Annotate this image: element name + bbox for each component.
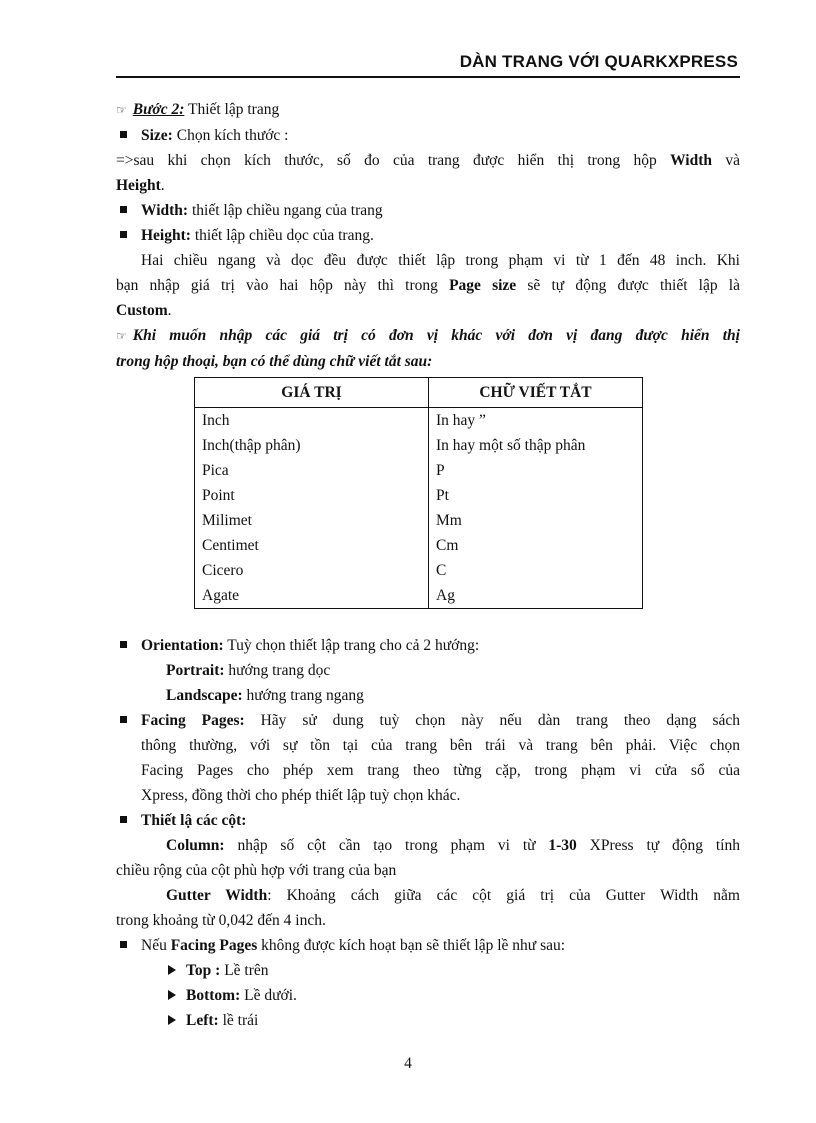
square-bullet-icon [120, 716, 127, 723]
table-header-row [195, 378, 643, 408]
column-line-1 [116, 833, 740, 858]
page-number: 4 [404, 1055, 412, 1072]
column-text-1a: nhập số cột cần tạo trong phạm vi từ [224, 837, 549, 854]
step-label: Bước 2: [132, 101, 185, 118]
landscape-label: Landscape: [166, 687, 243, 704]
size-label: Size: [141, 127, 173, 144]
top-label: Top : [186, 962, 221, 979]
range-line-3 [116, 298, 740, 323]
column-line-2 [116, 858, 740, 883]
columns-item [116, 808, 740, 833]
size-note-text: =>sau khi chọn kích thước, số đo của trang được hiển thị trong hộp [116, 152, 671, 169]
table-cell: Pica [195, 458, 429, 483]
note-text-2: trong hộp thoại, bạn có thể dùng chữ viết tắt sau: [116, 353, 433, 370]
orientation-text: Tuỳ chọn thiết lập trang cho cả 2 hướng: [223, 637, 480, 654]
table-cell: In hay một số thập phân [429, 433, 643, 458]
bottom-label: Bottom: [186, 987, 241, 1004]
square-bullet-icon [120, 941, 127, 948]
gutter-text-2: trong khoảng từ 0,042 đến 4 inch. [116, 912, 326, 929]
table-cell: Inch(thập phân) [195, 433, 429, 458]
range-line-1 [116, 248, 740, 273]
left-text: lề trái [218, 1012, 259, 1029]
table-cell: Pt [429, 483, 643, 508]
table-cell: Cicero [195, 558, 429, 583]
size-note-line-2 [116, 173, 740, 198]
table-row [195, 558, 643, 583]
note-line-1 [116, 323, 740, 349]
landscape-text: hướng trang ngang [242, 687, 364, 704]
note-text-1: Khi muốn nhập các giá trị có đơn vị khác với đơn vị đang được hiển thị [132, 327, 740, 344]
table-row [195, 433, 643, 458]
range-text-2a: bạn nhập giá trị vào hai hộp này thì trong [116, 277, 450, 294]
note-line-2 [116, 349, 740, 374]
units-table [194, 377, 643, 609]
table-header-cell: CHỮ VIẾT TẮT [429, 378, 643, 408]
facing-item [116, 708, 740, 733]
square-bullet-icon [120, 231, 127, 238]
header-title: DÀN TRANG VỚI QUARKXPRESS [459, 52, 738, 71]
left-label: Left: [186, 1012, 219, 1029]
nonfacing-label: Facing Pages [170, 937, 258, 954]
size-note-and: và [712, 152, 740, 169]
range-custom: Custom [116, 302, 168, 319]
margin-top-item [116, 958, 740, 983]
nonfacing-text-b: không được kích hoạt bạn sẽ thiết lập lề như sau: [257, 937, 566, 954]
pointing-hand-icon: ☞ [116, 103, 127, 117]
column-text-2: chiều rộng của cột phù hợp với trang của bạn [116, 862, 397, 879]
range-text-2b: sẽ tự động được thiết lập là [516, 277, 740, 294]
column-range: 1-30 [548, 837, 577, 854]
table-row [195, 408, 643, 434]
width-text: thiết lập chiều ngang của trang [188, 202, 383, 219]
column-label: Column: [166, 837, 225, 854]
gutter-text-1: : Khoảng cách giữa các cột giá trị của Gutter Width nằm [267, 887, 740, 904]
gutter-line-2 [116, 908, 740, 933]
facing-label: Facing Pages: [141, 712, 245, 729]
height-item [116, 223, 740, 248]
facing-text-3: Facing Pages cho phép xem trang theo từng cặp, trong phạm vi cửa sổ của [141, 762, 740, 779]
orientation-label: Orientation: [141, 637, 224, 654]
pointing-hand-icon: ☞ [116, 329, 127, 343]
nonfacing-item [116, 933, 740, 958]
facing-line-3 [116, 758, 740, 783]
facing-text-2: thông thường, với sự tồn tại của trang bên trái và trang bên phải. Việc chọn [141, 737, 740, 754]
size-note-line-1 [116, 148, 740, 173]
arrow-bullet-icon [168, 1015, 176, 1025]
table-row [195, 483, 643, 508]
table-row [195, 458, 643, 483]
height-text: thiết lập chiều dọc của trang. [190, 227, 374, 244]
margin-bottom-item [116, 983, 740, 1008]
page-header [116, 50, 740, 78]
nonfacing-text-a: Nếu [141, 937, 171, 954]
table-cell: Centimet [195, 533, 429, 558]
size-note-end: . [160, 177, 165, 194]
gutter-line-1 [116, 883, 740, 908]
top-text: Lề trên [220, 962, 269, 979]
square-bullet-icon [120, 206, 127, 213]
margin-left-item [116, 1008, 740, 1033]
page-content [116, 97, 740, 1033]
facing-text-4: Xpress, đồng thời cho phép thiết lập tuỳ chọn khác. [141, 787, 461, 804]
table-cell: Milimet [195, 508, 429, 533]
facing-text-1: Hãy sử dung tuỳ chọn này nếu dàn trang theo dạng sách [244, 712, 740, 729]
width-label: Width: [141, 202, 189, 219]
column-text-1b: XPress tự động tính [576, 837, 740, 854]
facing-line-4 [116, 783, 740, 808]
table-cell: Point [195, 483, 429, 508]
step-heading [116, 97, 740, 123]
arrow-bullet-icon [168, 990, 176, 1000]
table-cell: Cm [429, 533, 643, 558]
table-row [195, 533, 643, 558]
table-row [195, 508, 643, 533]
columns-label: Thiết lậ các cột: [141, 812, 247, 829]
table-row [195, 583, 643, 609]
arrow-bullet-icon [168, 965, 176, 975]
square-bullet-icon [120, 641, 127, 648]
width-item [116, 198, 740, 223]
table-cell: In hay ” [429, 408, 643, 434]
table-cell: Inch [195, 408, 429, 434]
range-page-size: Page size [449, 277, 517, 294]
gutter-label: Gutter Width [166, 887, 268, 904]
table-cell: Ag [429, 583, 643, 609]
size-text: Chọn kích thước : [172, 127, 289, 144]
portrait-text: hướng trang dọc [224, 662, 331, 679]
portrait-label: Portrait: [166, 662, 225, 679]
orientation-item [116, 633, 740, 658]
table-header-cell: GIÁ TRỊ [195, 378, 429, 408]
step-text: Thiết lập trang [184, 101, 280, 118]
table-cell: P [429, 458, 643, 483]
table-cell: Agate [195, 583, 429, 609]
facing-line-2 [116, 733, 740, 758]
portrait-line [116, 658, 740, 683]
table-cell: C [429, 558, 643, 583]
size-note-height: Height [116, 177, 161, 194]
size-item [116, 123, 740, 148]
size-note-width: Width [670, 152, 712, 169]
range-text-1: Hai chiều ngang và dọc đều được thiết lập trong phạm vi từ 1 đến 48 inch. Khi [141, 252, 740, 269]
table-cell: Mm [429, 508, 643, 533]
landscape-line [116, 683, 740, 708]
range-line-2 [116, 273, 740, 298]
range-end: . [167, 302, 172, 319]
square-bullet-icon [120, 131, 127, 138]
bottom-text: Lề dưới. [240, 987, 297, 1004]
height-label: Height: [141, 227, 191, 244]
square-bullet-icon [120, 816, 127, 823]
